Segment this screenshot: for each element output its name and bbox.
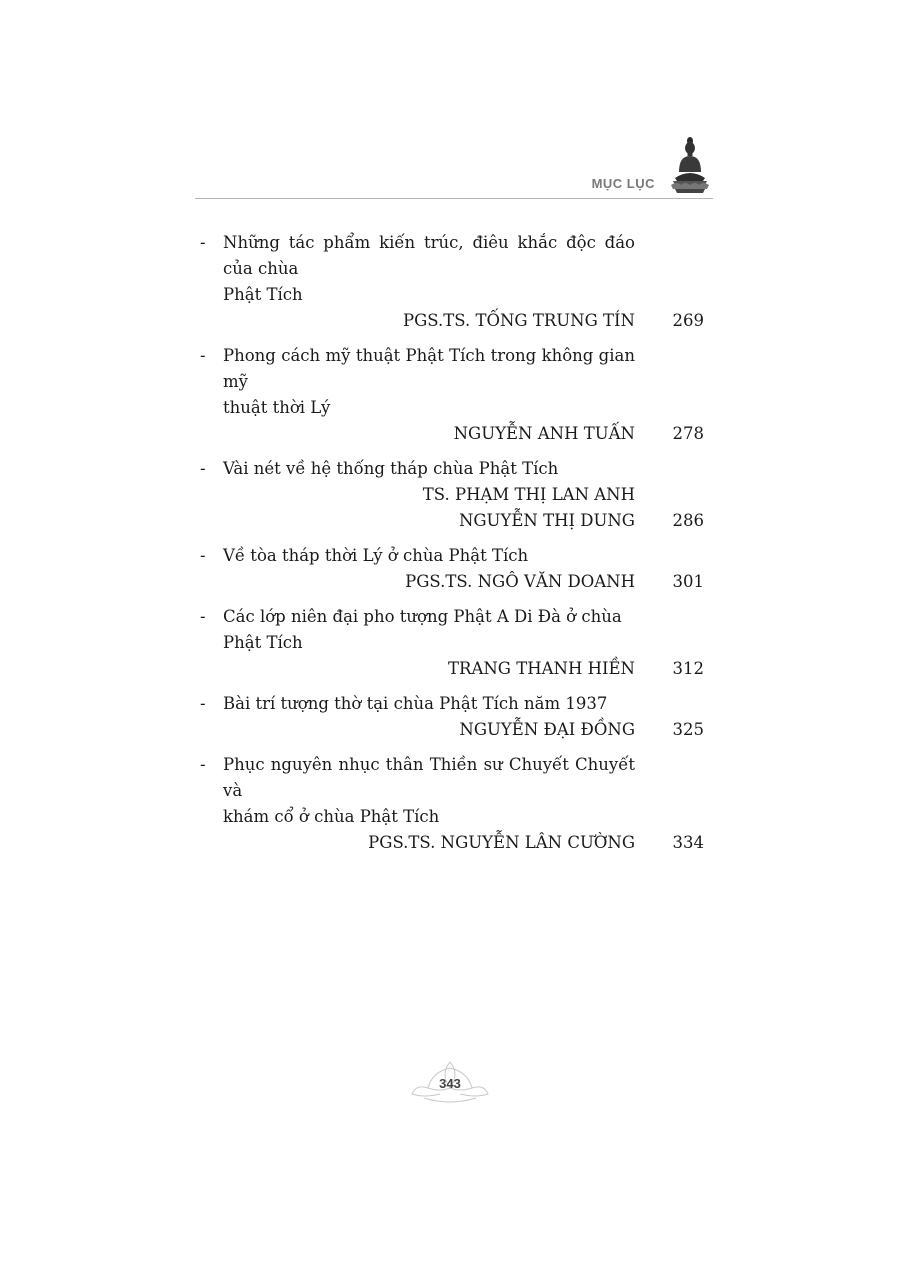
toc-entry-3 (200, 456, 710, 534)
entry-title-line (200, 691, 710, 717)
entry-title-text: Phục nguyên nhục thân Thiền sư Chuyết Chuyết và (223, 755, 635, 800)
entry-title-text: thuật thời Lý (223, 398, 331, 417)
entry-title-line (200, 230, 710, 282)
entry-title-text: Phong cách mỹ thuật Phật Tích trong không gian mỹ (223, 346, 635, 391)
running-header-title: MỤC LỤC (591, 176, 655, 191)
entry-author: TRANG THANH HIỀN (448, 659, 635, 678)
entry-dash: - (200, 346, 206, 365)
entry-page-number: 286 (672, 511, 704, 530)
entry-dash: - (200, 694, 206, 713)
entry-title-line (200, 752, 710, 804)
entry-title-text: Những tác phẩm kiến trúc, điêu khắc độc đáo của chùa (223, 233, 635, 278)
entry-title-text: Về tòa tháp thời Lý ở chùa Phật Tích (223, 546, 529, 565)
entry-title-line (200, 395, 710, 421)
entry-author: PGS.TS. NGÔ VĂN DOANH (405, 572, 635, 591)
entry-title-text: Phật Tích (223, 285, 303, 304)
entry-page-number: 269 (672, 311, 704, 330)
entry-author: PGS.TS. NGUYỄN LÂN CƯỜNG (368, 833, 635, 852)
entry-author-row (200, 308, 710, 334)
entry-author: NGUYỄN ĐẠI ĐỒNG (459, 720, 635, 739)
entry-title-text: Phật Tích (223, 633, 303, 652)
entry-title-line (200, 604, 710, 630)
toc-entry-6 (200, 691, 710, 743)
toc-entry-2 (200, 343, 710, 447)
entry-author: NGUYỄN ANH TUẤN (453, 424, 635, 443)
entry-author-row (200, 508, 710, 534)
entry-title-line (200, 543, 710, 569)
entry-page-number: 325 (672, 720, 704, 739)
entry-author-row (200, 421, 710, 447)
entry-page-number: 334 (672, 833, 704, 852)
page-footer (410, 1058, 490, 1108)
entry-title-line (200, 343, 710, 395)
toc-entry-7 (200, 752, 710, 856)
entry-author: TS. PHẠM THỊ LAN ANH (422, 485, 635, 504)
entry-author-row (200, 482, 710, 508)
entry-title-line (200, 282, 710, 308)
entry-title-text: Các lớp niên đại pho tượng Phật A Di Đà ở chùa (223, 607, 622, 626)
entry-author-row (200, 830, 710, 856)
toc-entry-1 (200, 230, 710, 334)
entry-title-line (200, 630, 710, 656)
entry-dash: - (200, 607, 206, 626)
entry-title-text: Vài nét về hệ thống tháp chùa Phật Tích (223, 459, 559, 478)
page-number: 343 (439, 1076, 461, 1091)
toc-entry-5 (200, 604, 710, 682)
entry-page-number: 301 (672, 572, 704, 591)
entry-dash: - (200, 233, 206, 252)
entry-dash: - (200, 459, 206, 478)
entry-page-number: 278 (672, 424, 704, 443)
entry-author-row (200, 569, 710, 595)
running-header (195, 130, 713, 200)
entry-title-line (200, 804, 710, 830)
toc-entry-4 (200, 543, 710, 595)
entry-author-row (200, 656, 710, 682)
entry-title-line (200, 456, 710, 482)
entry-dash: - (200, 546, 206, 565)
table-of-contents (200, 230, 710, 865)
entry-page-number: 312 (672, 659, 704, 678)
entry-dash: - (200, 755, 206, 774)
header-divider (195, 198, 713, 199)
entry-title-text: khám cổ ở chùa Phật Tích (223, 807, 440, 826)
entry-author: NGUYỄN THỊ DUNG (458, 511, 635, 530)
buddha-statue-icon (669, 134, 711, 196)
entry-title-text: Bài trí tượng thờ tại chùa Phật Tích năm 1937 (223, 694, 608, 713)
entry-author: PGS.TS. TỐNG TRUNG TÍN (402, 311, 635, 330)
entry-author-row (200, 717, 710, 743)
